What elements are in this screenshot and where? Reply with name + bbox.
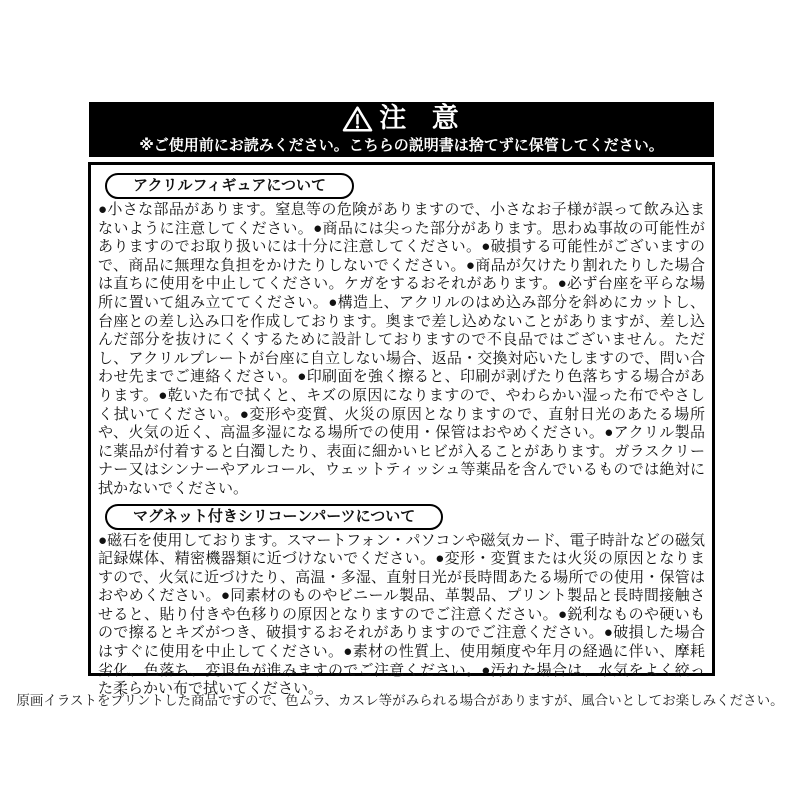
warning-triangle-icon bbox=[342, 105, 373, 133]
caution-subtitle: ※ご使用前にお読みください。こちらの説明書は捨てずに保管してください。 bbox=[139, 136, 664, 154]
section-acrylic-figure-heading: アクリルフィギュアについて bbox=[105, 173, 354, 199]
caution-title-row bbox=[342, 105, 461, 133]
section-acrylic-figure bbox=[98, 173, 705, 499]
section-magnet-silicone-body: ●磁石を使用しております。スマートフォン・パソコンや磁気カード、電子時計などの磁気記録媒体、精密機器類に近づけないでください。●変形・変質または火災の原因となりますので、火気に近づけたり、高温・多湿、直射日光が長時間あたる場所での使用・保管はおやめください。●同素材のものやビニール製品、革製品、プリント製品と長時間接触させると、貼り付きや色移りの原因となりますのでご注意ください。●鋭利なものや硬いもので擦るとキズがつき、破損するおそれがありますのでご注意ください。●破損した場合はすぐに使用を中止してください。●素材の性質上、使用頻度や年月の経過に伴い、摩耗劣化、色落ち、変退色が進みますのでご注意ください。●汚れた場合は、水気をよく絞った柔らかい布で拭いてください。 bbox=[98, 531, 705, 698]
caution-header bbox=[89, 102, 714, 157]
section-magnet-silicone bbox=[98, 504, 705, 699]
section-acrylic-figure-body: ●小さな部品があります。窒息等の危険がありますので、小さなお子様が誤って飲み込まないように注意してください。●商品には尖った部分があります。思わぬ事故の可能性がありますのでお取り扱いには十分に注意してください。●破損する可能性がございますので、商品に無理な負担をかけたりしないでください。●商品が欠けたり割れたりした場合は直ちに使用を中止してください。ケガをするおそれがあります。●必ず台座を平らな場所に置いて組み立ててください。●構造上、アクリルのはめ込み部分を斜めにカットし、台座との差し込み口を作成しております。奥まで差し込めないことがありますが、差し込んだ部分を抜けにくくするために設計しておりますので不良品ではございません。ただし、アクリルプレートが台座に自立しない場合、返品・交換対応いたしますので、問い合わせ先までご連絡ください。●印刷面を強く擦ると、印刷が剥げたり色落ちする場合があります。●乾いた布で拭くと、キズの原因になりますので、やわらかい湿った布でやさしく拭いてください。●変形や変質、火災の原因となりますので、直射日光のあたる場所や、火気の近く、高温多湿になる場所での使用・保管はおやめください。●アクリル製品に薬品が付着すると白濁したり、表面に細かいヒビが入ることがあります。ガラスクリーナー又はシンナーやアルコール、ウェットティッシュ等薬品を含んでいるものでは絶対に拭かないでください。 bbox=[98, 201, 705, 497]
caution-title: 注 意 bbox=[379, 103, 461, 133]
section-magnet-silicone-heading: マグネット付きシリコーンパーツについて bbox=[105, 504, 443, 530]
footer-note: 原画イラストをプリントした商品ですので、色ムラ、カスレ等がみられる場合がありますが、風合いとしてお楽しみください。 bbox=[16, 693, 784, 708]
caution-content-box bbox=[88, 162, 715, 698]
